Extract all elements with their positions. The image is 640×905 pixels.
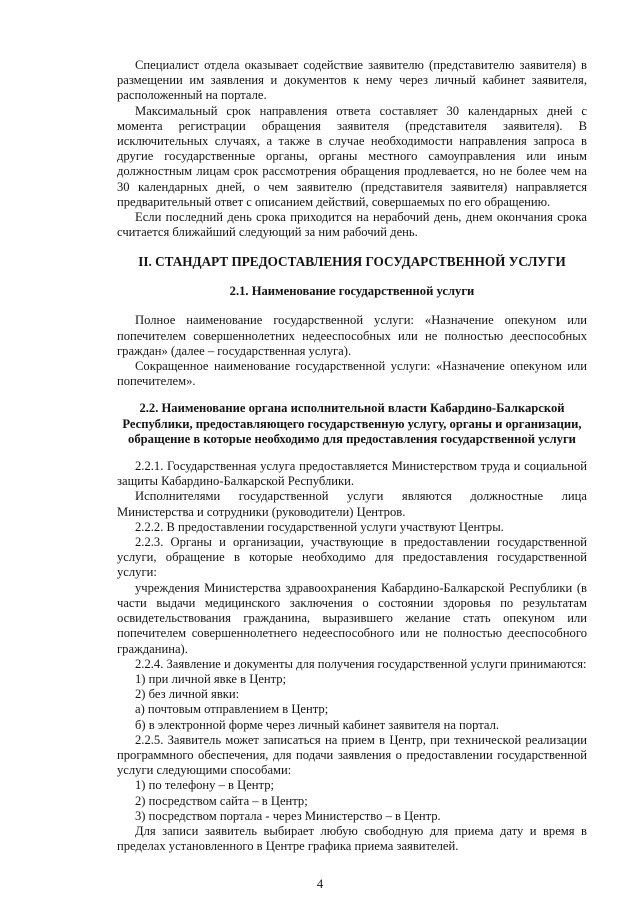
paragraph: 2.2.5. Заявитель может записаться на прием в Центр, при технической реализации программного обеспечения, для подачи заявления о предоставлении государственной услуги следующими способами: (117, 732, 587, 778)
paragraph: Полное наименование государственной услуги: «Назначение опекуном или попечителем совершеннолетних недееспособных или не полностью дееспособных граждан» (далее – государственная услуга). (117, 313, 587, 358)
paragraph: Для записи заявитель выбирает любую свободную для приема дату и время в пределах установленного в Центре графика приема заявителей. (117, 823, 587, 854)
paragraph: Специалист отдела оказывает содействие заявителю (представителю заявителя) в размещении им заявления и документов к нему через личный кабинет заявителя, расположенный на портале. (117, 58, 587, 103)
paragraph: Если последний день срока приходится на нерабочий день, днем окончания срока считается ближайший следующий за ним рабочий день. (117, 210, 587, 240)
subsection-title: 2.1. Наименование государственной услуги (229, 284, 475, 299)
paragraph: 2.2.1. Государственная услуга предоставляется Министерством труда и социальной защиты Кабардино-Балкарской Республики. (117, 459, 587, 489)
page-number: 4 (316, 877, 324, 891)
paragraph: Исполнителями государственной услуги являются должностные лица Министерства и сотрудники (руководители) Центров. (117, 489, 587, 519)
page-content (117, 58, 587, 854)
list-item: б) в электронной форме через личный кабинет заявителя на портал. (135, 717, 500, 732)
list-item: 2) посредством сайта – в Центр; (135, 793, 308, 808)
list-item: 3) посредством портала - через Министерство – в Центр. (135, 808, 441, 823)
paragraph: 2.2.3. Органы и организации, участвующие в предоставлении государственной услуги, обращение в которые необходимо для предоставления государственной услуги: (117, 535, 587, 580)
paragraph: 2.2.4. Заявление и документы для получения государственной услуги принимаются: (135, 656, 587, 671)
list-item: 1) по телефону – в Центр; (135, 778, 275, 793)
subsection-title: 2.2. Наименование органа исполнительной власти Кабардино-Балкарской Республики, предоставляющего государственную услугу, органы и организации, обращение в которые необходимо для предоставления государственной услуги (122, 401, 582, 446)
section-title: II. СТАНДАРТ ПРЕДОСТАВЛЕНИЯ ГОСУДАРСТВЕННОЙ УСЛУГИ (138, 254, 566, 270)
paragraph: 2.2.2. В предоставлении государственной услуги участвуют Центры. (135, 519, 504, 534)
list-item: 1) при личной явке в Центр; (135, 671, 287, 686)
paragraph: Сокращенное наименование государственной услуги: «Назначение опекуном или попечителем». (117, 359, 587, 389)
list-item: а) почтовым отправлением в Центр; (135, 702, 329, 717)
paragraph: учреждения Министерства здравоохранения Кабардино-Балкарской Республики (в части выдачи медицинского заключения о состоянии здоровья по результатам освидетельствования гражданина, выразившего желание стать опекуном или попечителем совершеннолетнего недееспособного или не полностью дееспособного гражданина). (117, 580, 587, 656)
paragraph: Максимальный срок направления ответа составляет 30 календарных дней с момента регистрации обращения заявителя (представителя заявителя). В исключительных случаях, а также в случае необходимости направления запроса в другие государственные органы, органы местного самоуправления или иным должностным лицам срок рассмотрения обращения продлевается, но не более чем на 30 календарных дней, о чем заявителю (представителя заявителя) направляется предварительный ответ с описанием действий, совершаемых по его обращению. (117, 103, 587, 209)
list-item: 2) без личной явки: (135, 687, 240, 702)
